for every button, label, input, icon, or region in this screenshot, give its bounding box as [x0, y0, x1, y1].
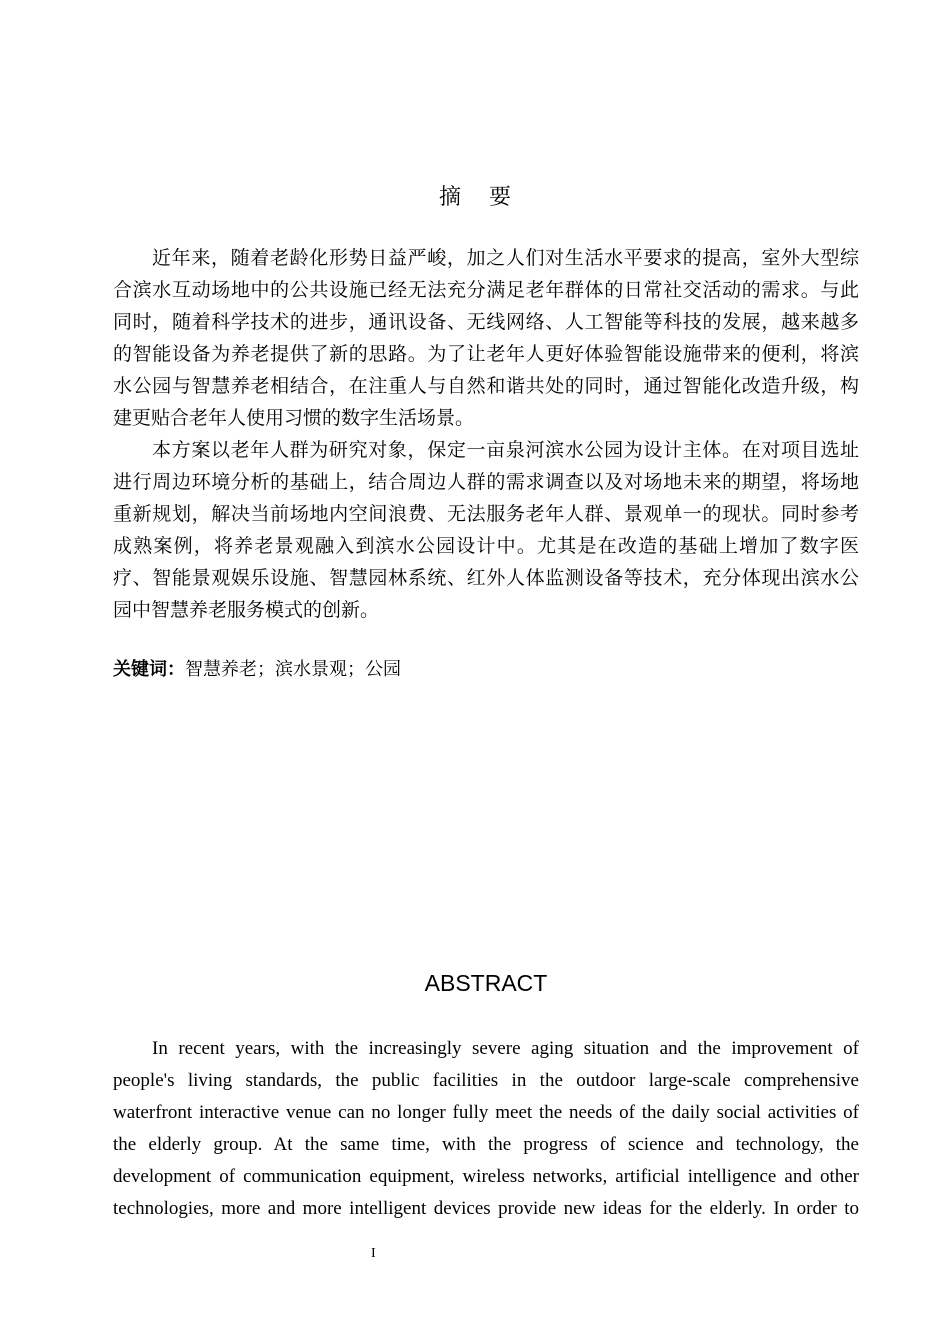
page-number: I	[371, 1246, 376, 1261]
abstract-paragraph-en	[113, 1033, 859, 1225]
text-line: 园中智慧养老服务模式的创新。	[113, 599, 380, 621]
text-line: 重新规划，解决当前场地内空间浪费、无法服务老年人群、景观单一的现状。同时参考	[113, 503, 859, 525]
text-line: 合滨水互动场地中的公共设施已经无法充分满足老年群体的日常社交活动的需求。与此	[113, 279, 859, 301]
keywords	[113, 654, 401, 686]
text-line: 疗、智能景观娱乐设施、智慧园林系统、红外人体监测设备等技术，充分体现出滨水公	[113, 567, 859, 589]
text-line: waterfront interactive venue can no longer fully meet the needs of the daily social activities of	[113, 1102, 859, 1123]
text-line: 近年来，随着老龄化形势日益严峻，加之人们对生活水平要求的提高，室外大型综	[152, 247, 859, 269]
text-line: 本方案以老年人群为研究对象，保定一亩泉河滨水公园为设计主体。在对项目选址	[152, 439, 859, 461]
text-line: 成熟案例，将养老景观融入到滨水公园设计中。尤其是在改造的基础上增加了数字医	[113, 535, 859, 557]
text-line: the elderly group. At the same time, with the progress of science and technology, the	[113, 1134, 859, 1155]
keywords-label: 关键词：	[113, 659, 185, 680]
text-line: In recent years, with the increasingly severe aging situation and the improvement of	[152, 1038, 859, 1059]
text-line: people's living standards, the public facilities in the outdoor large-scale comprehensive	[113, 1070, 859, 1091]
abstract-title-cn: 摘要	[438, 185, 539, 210]
text-line: development of communication equipment, wireless networks, artificial intelligence and other	[113, 1166, 859, 1187]
text-line: 水公园与智慧养老相结合，在注重人与自然和谐共处的同时，通过智能化改造升级，构	[113, 375, 859, 397]
abstract-paragraph-2	[113, 434, 859, 626]
text-line: 的智能设备为养老提供了新的思路。为了让老年人更好体验智能设施带来的便利，将滨	[113, 343, 859, 365]
abstract-paragraph-1	[113, 242, 859, 434]
text-line: 进行周边环境分析的基础上，结合周边人群的需求调查以及对场地未来的期望，将场地	[113, 471, 859, 493]
text-line: 同时，随着科学技术的进步，通讯设备、无线网络、人工智能等科技的发展，越来越多	[113, 311, 859, 333]
text-line: technologies, more and more intelligent devices provide new ideas for the elderly. In order to	[113, 1198, 859, 1219]
text-line: 建更贴合老年人使用习惯的数字生活场景。	[113, 407, 475, 429]
keywords-value: 智慧养老；滨水景观；公园	[185, 659, 401, 680]
abstract-title-en: ABSTRACT	[424, 970, 548, 996]
